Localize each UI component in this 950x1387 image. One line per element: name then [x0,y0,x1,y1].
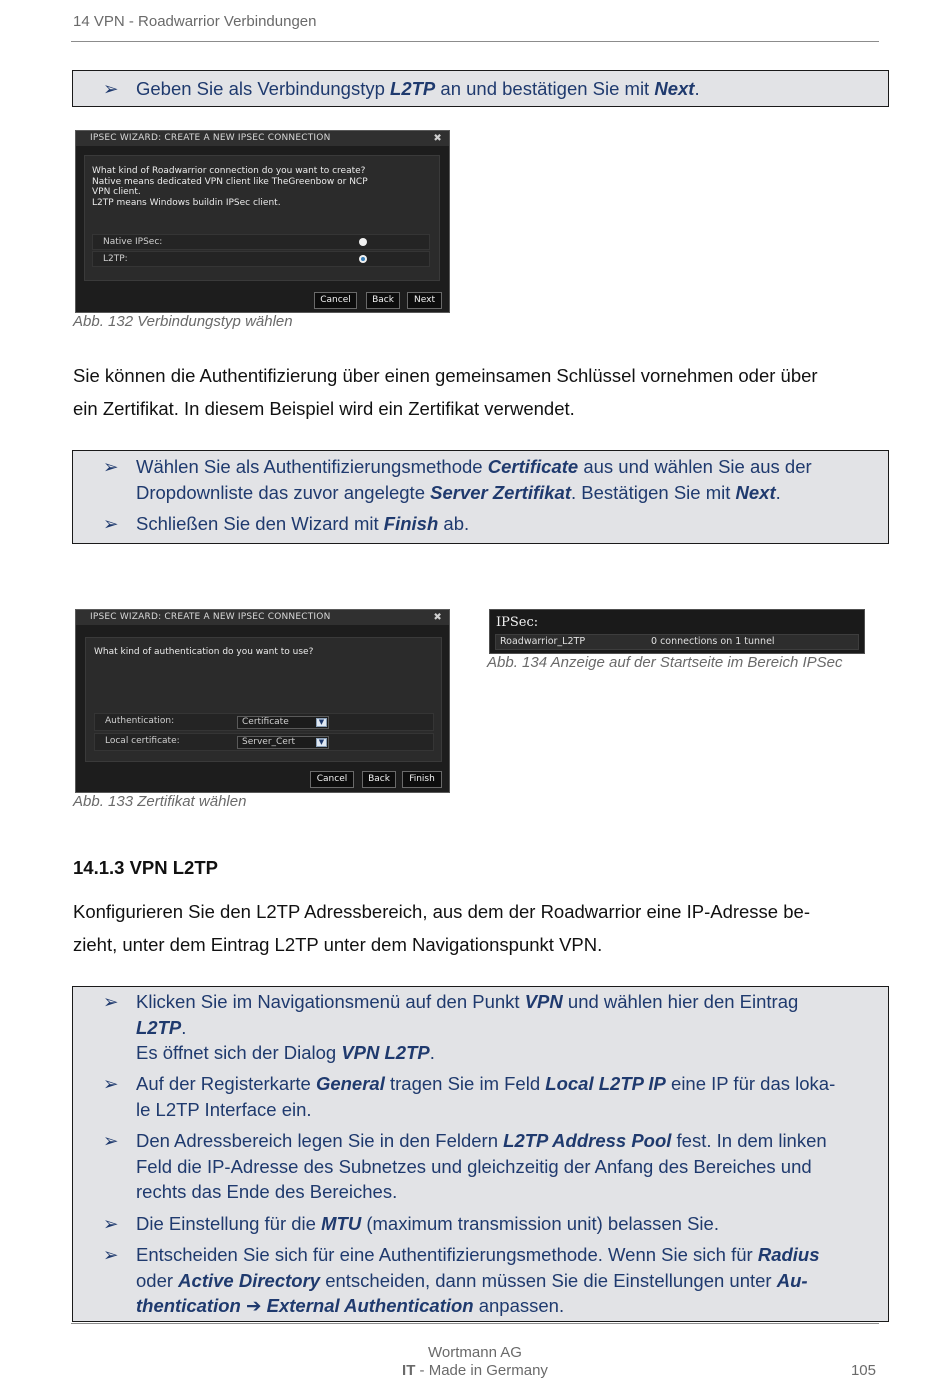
figure-caption-132: Abb. 132 Verbindungstyp wählen [73,313,293,330]
dialog-titlebar: IPSEC WIZARD: CREATE A NEW IPSEC CONNECTION ✖ [76,610,449,625]
step-text: Auf der Registerkarte General tragen Sie im Feld Local L2TP IP eine IP für das loka- le L2TP Interface ein. [136,1073,836,1120]
radio-native-ipsec[interactable] [359,238,367,246]
footer-company: Wortmann AG [428,1344,522,1361]
bullet-arrow-icon: ➢ [103,991,119,1012]
close-icon[interactable]: ✖ [433,133,442,144]
tunnel-name: Roadwarrior_L2TP [500,636,586,647]
finish-button[interactable]: Finish [402,771,442,788]
field-row-local-certificate: Local certificate: Server_Cert ▼ [94,733,434,751]
option-native-ipsec: Native IPSec: [92,234,430,250]
wizard-dialog-authentication [75,609,450,793]
step-text: Die Einstellung für die MTU (maximum transmission unit) belassen Sie. [136,1213,719,1234]
bullet-arrow-icon: ➢ [103,1073,119,1094]
right-arrow-icon: ➔ [245,1295,262,1316]
page-header-title: 14 VPN - Roadwarrior Verbindungen [73,13,317,30]
step-text: Wählen Sie als Authentifizierungsmethode Certificate aus und wählen Sie aus der Dropdownliste das zuvor angelegte Server Zertifikat. Bestätigen Sie mit Next. [136,456,812,503]
dialog-titlebar: IPSEC WIZARD: CREATE A NEW IPSEC CONNECTION ✖ [76,131,449,146]
authentication-select[interactable]: Certificate ▼ [237,716,329,729]
paragraph-authentication: Sie können die Authentifizierung über einen gemeinsamen Schlüssel vornehmen oder über ein Zertifikat. In diesem Beispiel wird ein Zertifikat verwendet. [73,365,818,419]
footer-tagline: IT - Made in Germany [402,1362,548,1379]
close-icon[interactable]: ✖ [433,612,442,623]
figure-caption-133: Abb. 133 Zertifikat wählen [73,793,247,810]
step-text: Den Adressbereich legen Sie in den Feldern L2TP Address Pool fest. In dem linken Feld die IP-Adresse des Subnetzes und gleichzeitig der Anfang des Bereiches und rechts das Ende des Bereiches. [136,1130,827,1202]
step-text: Schließen Sie den Wizard mit Finish ab. [136,513,470,534]
next-button[interactable]: Next [407,292,442,309]
radio-l2tp[interactable] [359,255,367,263]
step-text: Klicken Sie im Navigationsmenü auf den Punkt VPN und wählen hier den Eintrag L2TP. Es öffnet sich der Dialog VPN L2TP. [136,991,799,1063]
ipsec-tunnel-row[interactable] [495,634,859,650]
page-number: 105 [850,1362,876,1379]
cancel-button[interactable]: Cancel [310,771,354,788]
dialog-question: What kind of authentication do you want to use? [94,647,314,657]
bullet-arrow-icon: ➢ [103,78,119,99]
field-row-authentication: Authentication: Certificate ▼ [94,713,434,731]
back-button[interactable]: Back [362,771,396,788]
back-button[interactable]: Back [366,292,400,309]
step-text: Geben Sie als Verbindungstyp L2TP an und bestätigen Sie mit Next. [136,78,700,99]
dialog-panel [84,155,440,281]
bullet-arrow-icon: ➢ [103,1213,119,1234]
option-l2tp: L2TP: [92,251,430,267]
wizard-dialog-connection-type [75,130,450,313]
chevron-down-icon[interactable]: ▼ [316,738,327,747]
dialog-question: What kind of Roadwarrior connection do you want to create? Native means dedicated VPN client like TheGreenbow or NCP VPN client. L2TP means Windows buildin IPSec client. [92,166,368,208]
bullet-arrow-icon: ➢ [103,1244,119,1265]
paragraph-l2tp: Konfigurieren Sie den L2TP Adressbereich, aus dem der Roadwarrior eine IP-Adresse be- zieht, unter dem Eintrag L2TP unter dem Navigationspunkt VPN. [73,901,810,955]
cancel-button[interactable]: Cancel [314,292,357,309]
section-heading: 14.1.3 VPN L2TP [73,857,218,878]
header-divider [71,41,879,42]
local-certificate-select[interactable]: Server_Cert ▼ [237,736,329,749]
ipsec-widget-title: IPSec: [496,615,539,630]
instruction-box-3 [72,986,889,1322]
instruction-box-1 [72,70,889,107]
bullet-arrow-icon: ➢ [103,513,119,534]
ipsec-status-widget [489,609,865,654]
dialog-panel [85,637,442,762]
footer-divider [71,1323,879,1324]
bullet-arrow-icon: ➢ [103,456,119,477]
bullet-arrow-icon: ➢ [103,1130,119,1151]
instruction-box-2 [72,450,889,544]
figure-caption-134: Abb. 134 Anzeige auf der Startseite im Bereich IPSec [487,654,843,671]
tunnel-status: 0 connections on 1 tunnel [651,636,775,647]
chevron-down-icon[interactable]: ▼ [316,718,327,727]
step-text: Entscheiden Sie sich für eine Authentifizierungsmethode. Wenn Sie sich für Radius oder Active Directory entscheiden, dann müssen Sie die Einstellungen unter Au- thentication ➔ External Authentication anpassen. [136,1244,820,1316]
